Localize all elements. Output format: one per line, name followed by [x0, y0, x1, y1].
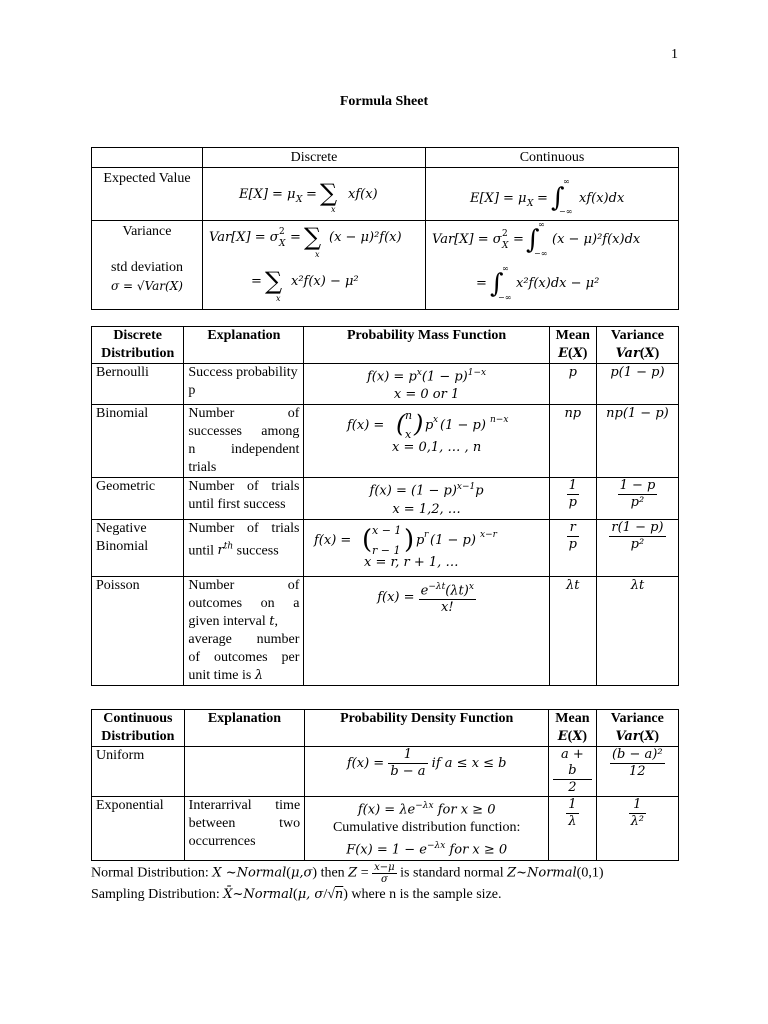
bernoulli-pmf-support: x = 0 or 1 [393, 387, 460, 403]
svg-text:x²f(x) − μ²: x²f(x) − μ² [291, 274, 359, 289]
svg-text:=: = [513, 232, 524, 247]
binomial-mean: np [549, 405, 596, 478]
std-deviation-label: std deviation [111, 260, 183, 275]
svg-text:p: p [415, 532, 424, 548]
bernoulli-mean: p [549, 364, 596, 405]
svg-text:∞: ∞ [538, 221, 545, 229]
bernoulli-pmf-formula: $f(x) = p^x(1 - p)^{1-x}$ [367, 368, 487, 385]
svg-text:=: = [306, 187, 317, 202]
discrete-header-explanation: Explanation [184, 327, 304, 364]
exponential-cdf-label: Cumulative distribution function: [332, 820, 521, 836]
exponential-pdf-formula: $f(x) = \lambda e^{-\lambda x}$ for x ≥ 0 [357, 801, 496, 818]
poisson-pmf-formula: f(x) = $\frac{e^{-\lambda t}(\lambda t)^x}{x!}$ [377, 590, 476, 605]
svg-text:r − 1: r − 1 [371, 543, 401, 557]
svg-text:Var[X] = σ: Var[X] = σ [209, 230, 279, 245]
bernoulli-explanation: Success probability p [184, 364, 304, 405]
svg-text:x−r: x−r [479, 529, 497, 540]
svg-text:(x − μ)²f(x)dx: (x − μ)²f(x)dx [552, 232, 641, 247]
exponential-variance-fraction: $\frac{1}{\text{λ²}}$ [630, 797, 645, 829]
negative-binomial-pmf [304, 519, 549, 576]
svg-text:−∞: −∞ [559, 207, 573, 214]
poisson-explanation: Number of outcomes on a given interval t, average number of outcomes per unit time is λ [184, 576, 304, 685]
svg-text:∑: ∑ [320, 179, 338, 207]
svg-text:∞: ∞ [502, 264, 509, 273]
geometric-explanation: Number of trials until first success [184, 478, 304, 519]
svg-text:E[X] = μ: E[X] = μ [470, 191, 527, 206]
table1-header-discrete: Discrete [203, 148, 426, 168]
expected-value-continuous [426, 168, 679, 221]
svg-text:x = r, r + 1, …: x = r, r + 1, … [363, 554, 458, 570]
uniform-mean-fraction: $\frac{a + b}{2}$ [553, 747, 591, 796]
binomial-explanation: Number of successes among n independent trials [184, 405, 304, 478]
svg-text:x²f(x)dx − μ²: x²f(x)dx − μ² [516, 276, 600, 291]
svg-text:r: r [423, 529, 428, 540]
binomial-name: Binomial [92, 405, 184, 478]
continuous-header-distribution: Continuous Distribution [92, 710, 185, 747]
normal-distribution-note: Normal Distribution: X ~Normal(μ,σ) then Z = $\frac{x-\mu}{\sigma}$ is standard normal Z~Normal(0,1) [91, 862, 604, 885]
continuous-header-explanation: Explanation [184, 710, 304, 747]
variance-label-cell [92, 221, 203, 310]
negative-binomial-variance-fraction: $\frac{r(1 - p)}{\text{p²}}$ [611, 519, 664, 552]
variance-discrete-formula [207, 221, 421, 303]
bernoulli-pmf [304, 364, 549, 405]
uniform-mean [549, 747, 596, 797]
svg-text:X: X [502, 241, 509, 251]
svg-text:=: = [290, 230, 301, 245]
variance-label: Variance [122, 224, 172, 239]
svg-text:): ) [413, 410, 423, 439]
svg-text:X: X [279, 239, 286, 249]
continuous-distributions-table [91, 709, 679, 861]
exponential-explanation: Interarrival time between two occurrences [184, 797, 304, 861]
svg-text:=: = [251, 274, 262, 289]
exponential-mean-fraction: $\frac{1}{\lambda}$ [568, 797, 577, 829]
geometric-pmf-formula: $f(x) = (1 - p)^{x-1}p$ [369, 482, 484, 499]
svg-text:∑: ∑ [304, 223, 322, 251]
svg-text:x = 0,1, … , n: x = 0,1, … , n [391, 440, 481, 456]
svg-text:2: 2 [502, 229, 508, 239]
svg-text:): ) [403, 524, 414, 555]
negative-binomial-pmf-formula [312, 522, 542, 570]
page-number: 1 [671, 47, 678, 62]
svg-text:x: x [276, 294, 281, 303]
svg-text:x − 1: x − 1 [371, 523, 401, 537]
expected-value-discrete [203, 168, 426, 221]
negative-binomial-name: Negative Binomial [92, 519, 184, 576]
notes [91, 862, 691, 905]
continuous-header-pdf: Probability Density Function [305, 710, 549, 747]
svg-text:=: = [537, 191, 548, 206]
expected-value-discrete-formula [209, 178, 419, 212]
discrete-header-distribution: Discrete Distribution [92, 327, 184, 364]
negative-binomial-explanation: Number of trials until $r^{th}$ success [184, 519, 304, 576]
variance-discrete [203, 221, 426, 310]
binomial-pmf [304, 405, 549, 478]
geometric-pmf [304, 478, 549, 519]
svg-text:(: ( [395, 410, 405, 439]
geometric-variance [596, 478, 678, 519]
svg-text:n−x: n−x [489, 415, 508, 426]
svg-text:(1 − p): (1 − p) [429, 532, 476, 548]
geometric-mean-fraction: $\frac{1}{p}$ [568, 478, 577, 511]
table1-header-continuous: Continuous [426, 148, 679, 168]
svg-text:∫: ∫ [490, 269, 504, 299]
svg-text:n: n [404, 409, 412, 423]
bernoulli-variance: p(1 − p) [596, 364, 678, 405]
exponential-variance [596, 797, 678, 861]
poisson-variance: λt [596, 576, 678, 685]
svg-text:p: p [424, 418, 433, 434]
bernoulli-name: Bernoulli [92, 364, 184, 405]
expected-value-continuous-formula [432, 174, 672, 214]
discrete-header-variance: Variance Var(X) [596, 327, 678, 364]
svg-text:(1 − p): (1 − p) [439, 418, 486, 434]
expectation-variance-table [91, 147, 679, 310]
sampling-distribution-note: Sampling Distribution: X̄~Normal(μ, σ/√n) where n is the sample size. [91, 887, 502, 902]
svg-text:f(x) =: f(x) = [313, 532, 351, 548]
table1-header-empty [92, 148, 203, 168]
exponential-cdf-formula: $F(x) = 1 - e^{-\lambda x}$ for x ≥ 0 [346, 841, 508, 858]
svg-text:−∞: −∞ [534, 249, 548, 258]
svg-text:Var[X] = σ: Var[X] = σ [432, 232, 502, 247]
svg-text:∑: ∑ [265, 267, 283, 295]
svg-text:x: x [315, 250, 320, 259]
svg-text:xf(x)dx: xf(x)dx [579, 191, 625, 206]
expected-value-label: Expected Value [92, 168, 203, 221]
svg-text:f(x) =: f(x) = [346, 418, 384, 434]
std-deviation-formula: σ = √Var(X) [111, 279, 183, 293]
exponential-name: Exponential [92, 797, 185, 861]
negative-binomial-variance [596, 519, 678, 576]
uniform-explanation [184, 747, 304, 797]
svg-text:∞: ∞ [563, 177, 570, 186]
binomial-pmf-formula [312, 407, 542, 455]
page-title: Formula Sheet [339, 94, 429, 109]
negative-binomial-mean-fraction: $\frac{r}{p}$ [568, 519, 577, 552]
continuous-header-variance: Variance Var(X) [596, 710, 678, 747]
svg-text:X: X [527, 199, 534, 209]
uniform-pdf-formula: f(x) = $\frac{1}{b - a}$ if a ≤ x ≤ b [346, 747, 507, 779]
poisson-pmf [304, 576, 549, 685]
svg-text:X: X [296, 195, 303, 205]
continuous-header-mean: Mean E(X) [549, 710, 596, 747]
discrete-header-mean: Mean E(X) [549, 327, 596, 364]
geometric-name: Geometric [92, 478, 184, 519]
uniform-variance-fraction: $\frac{\text{(b − a)²}}{12}$ [611, 747, 663, 779]
exponential-pdf [305, 797, 549, 861]
geometric-variance-fraction: $\frac{1 - p}{\text{p²}}$ [619, 478, 656, 511]
uniform-pdf [305, 747, 549, 797]
uniform-name: Uniform [92, 747, 185, 797]
uniform-variance [596, 747, 678, 797]
geometric-pmf-support: x = 1,2, … [392, 501, 461, 517]
discrete-distributions-table [91, 326, 679, 686]
svg-text:2: 2 [279, 227, 285, 237]
svg-text:x: x [331, 205, 336, 212]
poisson-name: Poisson [92, 576, 184, 685]
poisson-mean: λt [549, 576, 596, 685]
svg-text:xf(x): xf(x) [348, 187, 378, 202]
geometric-mean [549, 478, 596, 519]
svg-text:x: x [432, 415, 438, 426]
negative-binomial-mean [549, 519, 596, 576]
discrete-header-pmf: Probability Mass Function [304, 327, 549, 364]
binomial-variance: np(1 − p) [596, 405, 678, 478]
svg-text:∫: ∫ [526, 225, 540, 255]
variance-continuous-formula [430, 221, 674, 303]
svg-text:(x − μ)²f(x): (x − μ)²f(x) [329, 230, 402, 245]
svg-text:∫: ∫ [551, 183, 565, 213]
svg-text:E[X] = μ: E[X] = μ [239, 187, 296, 202]
svg-text:−∞: −∞ [498, 293, 512, 302]
variance-continuous [426, 221, 679, 310]
svg-text:=: = [476, 276, 487, 291]
svg-text:(: ( [361, 524, 372, 555]
exponential-mean [549, 797, 596, 861]
svg-text:x: x [404, 428, 411, 442]
